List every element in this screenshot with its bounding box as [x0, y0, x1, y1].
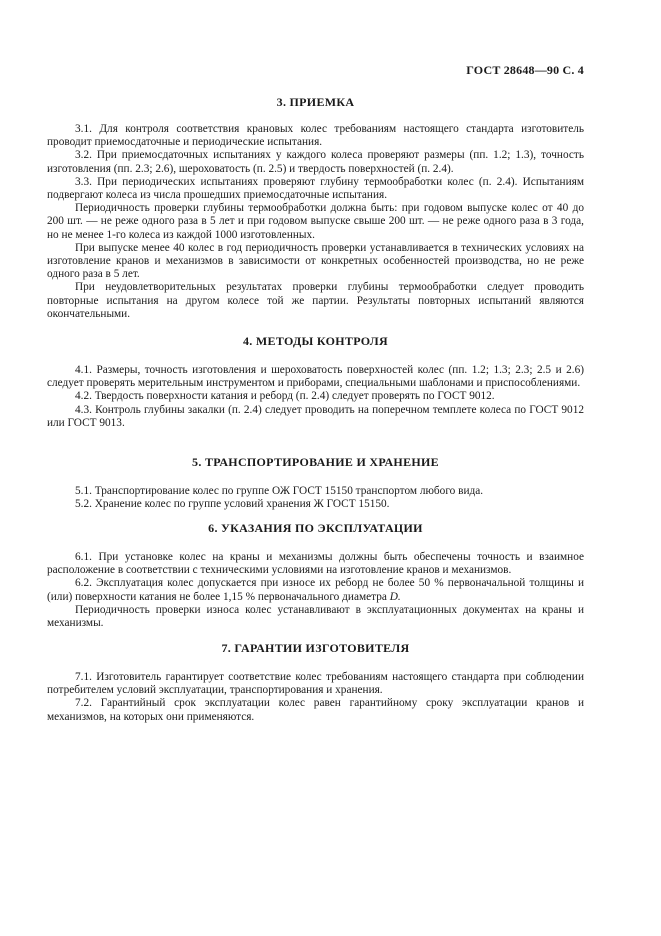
- section-title: 3. ПРИЕМКА: [276, 95, 355, 109]
- paragraph: 4.1. Размеры, точность изготовления и шероховатость поверхностей колес (пп. 1.2; 1.3; 2.3; 2.5 и 2.6) следует проверять мерительным инструментом и приборами, специальными шаблонами и приспособлениями.: [47, 364, 584, 390]
- paragraph: 4.2. Твердость поверхности катания и реборд (п. 2.4) следует проверять по ГОСТ 9012.: [75, 390, 495, 403]
- paragraph: [47, 577, 584, 603]
- paragraph: 6.1. При установке колес на краны и механизмы должны быть обеспечены точность и взаимное расположение в соответствии с техническими условиями на изготовление кранов и механизмов.: [47, 551, 584, 577]
- diameter-symbol: D.: [389, 590, 401, 603]
- section-manufacturer-warranty: [47, 641, 584, 724]
- paragraph: 4.3. Контроль глубины закалки (п. 2.4) следует проводить на поперечном темплете колеса по ГОСТ 9012 или ГОСТ 9013.: [47, 403, 584, 429]
- section-title: 5. ТРАНСПОРТИРОВАНИЕ И ХРАНЕНИЕ: [192, 455, 439, 469]
- paragraph-text: 6.2. Эксплуатация колес допускается при износе их реборд не более 50 % первоначальной толщины и (или) поверхности катания не более 1,15 % первоначального диаметра: [47, 577, 584, 603]
- paragraph: 3.2. При приемосдаточных испытаниях у каждого колеса проверяют размеры (пп. 1.2; 1.3), точность изготовления (пп. 2.3; 2.6), шероховатость (п. 2.5) и твердость поверхностей (п. 2.4).: [47, 149, 584, 175]
- paragraph: 5.2. Хранение колес по группе условий хранения Ж ГОСТ 15150.: [75, 498, 390, 511]
- paragraph: 5.1. Транспортирование колес по группе ОЖ ГОСТ 15150 транспортом любого вида.: [75, 485, 484, 497]
- section-title: 4. МЕТОДЫ КОНТРОЛЯ: [242, 334, 389, 348]
- paragraph: Периодичность проверки глубины термообработки должна быть: при годовом выпуске колес от 40 до 200 шт. — не реже одного раза в 5 лет и при годовом выпуске свыше 200 шт. — не реже одного раза в 3 года, но не менее 1-го колеса из каждой 1000 изготовленных.: [47, 202, 584, 241]
- paragraph: 3.1. Для контроля соответствия крановых колес требованиям настоящего стандарта изготовитель проводит приемосдаточные и периодические испытания.: [47, 123, 584, 149]
- paragraph: При выпуске менее 40 колес в год периодичность проверки устанавливается в технических условиях на изготовление кранов и механизмов в зависимости от конкретных особенностей производства, но не реже одного раза в 5 лет.: [47, 241, 584, 281]
- section-transport-storage: [47, 455, 584, 511]
- section-acceptance: [47, 95, 584, 321]
- section-title: 6. УКАЗАНИЯ ПО ЭКСПЛУАТАЦИИ: [208, 521, 423, 535]
- section-control-methods: [47, 334, 584, 430]
- paragraph: 3.3. При периодических испытаниях проверяют глубину термообработки колес (п. 2.4). Испытаниям подвергают колеса из числа прошедших приемосдаточные испытания.: [47, 175, 584, 202]
- paragraph: 7.1. Изготовитель гарантирует соответствие колес требованиям настоящего стандарта при соблюдении потребителем условий эксплуатации, транспортирования и хранения.: [47, 671, 584, 697]
- paragraph: При неудовлетворительных результатах проверки глубины термообработки следует проводить повторные испытания на другом колесе той же партии. Результаты повторных испытаний являются окончательными.: [47, 281, 584, 320]
- paragraph: Периодичность проверки износа колес устанавливают в эксплуатационных документах на краны и механизмы.: [47, 603, 584, 630]
- document-code-header: ГОСТ 28648—90 С. 4: [466, 63, 584, 77]
- section-title: 7. ГАРАНТИИ ИЗГОТОВИТЕЛЯ: [221, 641, 410, 655]
- paragraph: 7.2. Гарантийный срок эксплуатации колес равен гарантийному сроку эксплуатации кранов и механизмов, на которых они применяются.: [47, 697, 584, 723]
- section-operation-instructions: [47, 521, 584, 630]
